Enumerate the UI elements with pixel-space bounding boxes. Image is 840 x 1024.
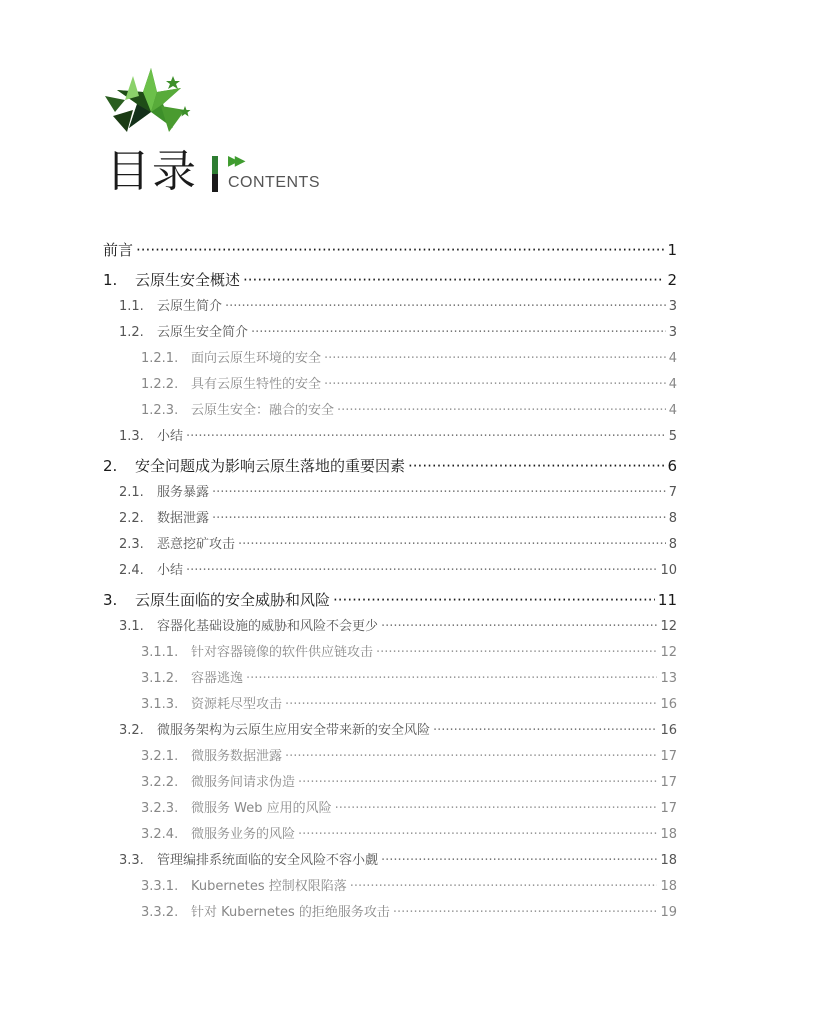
- toc-entry-label: 安全问题成为影响云原生落地的重要因素: [135, 457, 406, 475]
- dot-leader: [136, 236, 664, 264]
- toc-entry-page: 2: [667, 271, 677, 289]
- double-arrow-icon: ▶▶: [228, 153, 242, 169]
- toc-entry[interactable]: [103, 480, 677, 506]
- toc-entry[interactable]: [103, 614, 677, 640]
- title-en-block: [228, 154, 320, 192]
- toc-entry-number: 2.2.: [119, 511, 144, 526]
- toc-entry-page: 6: [667, 457, 677, 475]
- toc-entry-label: 微服务间请求伪造: [191, 775, 296, 790]
- dot-leader: [298, 822, 657, 848]
- dot-leader: [212, 506, 666, 532]
- toc-entry[interactable]: [103, 452, 677, 480]
- dot-leader: [381, 848, 657, 874]
- toc-entry-page: 5: [668, 429, 677, 444]
- toc-entry-page: 8: [668, 511, 677, 526]
- toc-entry-label: 针对容器镜像的软件供应链攻击: [191, 645, 374, 660]
- dot-leader: [433, 718, 657, 744]
- toc-entry-page: 3: [668, 325, 677, 340]
- toc-entry[interactable]: [103, 294, 677, 320]
- dot-leader: [251, 320, 666, 346]
- toc-entry[interactable]: [103, 718, 677, 744]
- toc-entry-page: 17: [660, 775, 677, 790]
- toc-entry-page: 4: [668, 351, 677, 366]
- toc-entry[interactable]: [103, 398, 677, 424]
- toc-entry-number: 1.2.3.: [141, 403, 179, 418]
- toc-entry-number: 3.2.2.: [141, 775, 179, 790]
- toc-entry-page: 4: [668, 377, 677, 392]
- toc-entry-number: 2.: [103, 457, 118, 475]
- toc-entry-number: 1.: [103, 271, 118, 289]
- toc-entry-number: 3.1.2.: [141, 671, 179, 686]
- toc-entry[interactable]: [103, 236, 677, 264]
- toc-entry-number: 3.3.2.: [141, 905, 179, 920]
- toc-entry[interactable]: [103, 848, 677, 874]
- toc-entry-page: 10: [660, 563, 677, 578]
- toc-entry-page: 18: [660, 879, 677, 894]
- toc-entry-label: 微服务数据泄露: [191, 749, 283, 764]
- toc-entry[interactable]: [103, 558, 677, 584]
- toc-entry-label: 资源耗尽型攻击: [191, 697, 283, 712]
- toc-entry[interactable]: [103, 346, 677, 372]
- toc-entry-page: 16: [660, 723, 677, 738]
- toc-entry-page: 1: [667, 241, 677, 259]
- toc-entry[interactable]: [103, 640, 677, 666]
- page-subtitle: CONTENTS: [228, 174, 320, 191]
- table-of-contents: [103, 236, 677, 926]
- toc-entry-label: 云原生安全简介: [157, 325, 249, 340]
- toc-entry[interactable]: [103, 666, 677, 692]
- toc-entry-number: 1.2.2.: [141, 377, 179, 392]
- dot-leader: [246, 666, 657, 692]
- toc-entry-number: 3.2.4.: [141, 827, 179, 842]
- dot-leader: [393, 900, 658, 926]
- toc-entry-label: 云原生安全概述: [135, 271, 241, 289]
- toc-entry[interactable]: [103, 424, 677, 450]
- toc-entry-label: 小结: [157, 563, 184, 578]
- toc-entry-number: 3.1.3.: [141, 697, 179, 712]
- toc-entry-label: 云原生安全：融合的安全: [191, 403, 335, 418]
- toc-entry-label: 小结: [157, 429, 184, 444]
- dot-leader: [333, 586, 655, 614]
- toc-entry-page: 16: [660, 697, 677, 712]
- toc-entry-number: 1.3.: [119, 429, 144, 444]
- toc-entry-label: 针对 Kubernetes 的拒绝服务攻击: [191, 905, 390, 920]
- toc-entry-page: 19: [660, 905, 677, 920]
- toc-entry[interactable]: [103, 796, 677, 822]
- toc-entry[interactable]: [103, 532, 677, 558]
- page-title: 目录: [106, 146, 198, 197]
- toc-heading: [106, 146, 320, 197]
- dot-leader: [376, 640, 657, 666]
- toc-entry[interactable]: [103, 744, 677, 770]
- toc-entry-page: 8: [668, 537, 677, 552]
- toc-entry-number: 1.2.1.: [141, 351, 179, 366]
- toc-entry-label: 微服务业务的风险: [191, 827, 296, 842]
- toc-entry-label: 前言: [103, 241, 134, 259]
- toc-entry-number: 1.2.: [119, 325, 144, 340]
- toc-entry-label: 具有云原生特性的安全: [191, 377, 322, 392]
- toc-entry-page: 3: [668, 299, 677, 314]
- dot-leader: [285, 744, 657, 770]
- dot-leader: [350, 874, 658, 900]
- toc-entry-label: 管理编排系统面临的安全风险不容小觑: [157, 853, 379, 868]
- toc-entry-number: 3.3.1.: [141, 879, 179, 894]
- toc-entry-number: 2.1.: [119, 485, 144, 500]
- dot-leader: [225, 294, 666, 320]
- dot-leader: [243, 266, 664, 294]
- dot-leader: [324, 372, 666, 398]
- toc-entry-label: 恶意挖矿攻击: [157, 537, 236, 552]
- toc-entry-label: 容器逃逸: [191, 671, 244, 686]
- toc-entry-label: 微服务 Web 应用的风险: [191, 801, 332, 816]
- toc-entry-label: 数据泄露: [157, 511, 210, 526]
- toc-entry-page: 17: [660, 749, 677, 764]
- toc-entry[interactable]: [103, 320, 677, 346]
- dot-leader: [186, 424, 666, 450]
- toc-entry-page: 7: [668, 485, 677, 500]
- toc-entry[interactable]: [103, 692, 677, 718]
- toc-entry-label: 服务暴露: [157, 485, 210, 500]
- toc-entry[interactable]: [103, 586, 677, 614]
- toc-entry[interactable]: [103, 372, 677, 398]
- toc-entry-number: 3.2.1.: [141, 749, 179, 764]
- toc-entry-number: 3.: [103, 591, 118, 609]
- title-divider: [212, 156, 218, 192]
- dot-leader: [335, 796, 658, 822]
- dot-leader: [324, 346, 666, 372]
- toc-entry-number: 1.1.: [119, 299, 144, 314]
- toc-entry-number: 2.4.: [119, 563, 144, 578]
- toc-entry-label: 微服务架构为云原生应用安全带来新的安全风险: [157, 723, 431, 738]
- toc-entry-page: 4: [668, 403, 677, 418]
- toc-entry-number: 3.1.1.: [141, 645, 179, 660]
- toc-entry-page: 13: [660, 671, 677, 686]
- toc-entry[interactable]: [103, 874, 677, 900]
- dot-leader: [186, 558, 657, 584]
- toc-entry[interactable]: [103, 770, 677, 796]
- dot-leader: [285, 692, 657, 718]
- toc-entry-page: 18: [660, 827, 677, 842]
- toc-entry-number: 3.1.: [119, 619, 144, 634]
- toc-entry-page: 11: [657, 591, 677, 609]
- dot-leader: [238, 532, 666, 558]
- toc-entry-number: 3.2.3.: [141, 801, 179, 816]
- dot-leader: [381, 614, 657, 640]
- dot-leader: [337, 398, 666, 424]
- toc-entry-page: 12: [660, 619, 677, 634]
- toc-entry-label: 容器化基础设施的威胁和风险不会更少: [157, 619, 379, 634]
- toc-entry-page: 18: [660, 853, 677, 868]
- toc-entry-number: 2.3.: [119, 537, 144, 552]
- toc-entry-number: 3.3.: [119, 853, 144, 868]
- toc-entry[interactable]: [103, 266, 677, 294]
- toc-entry[interactable]: [103, 822, 677, 848]
- toc-entry-label: 面向云原生环境的安全: [191, 351, 322, 366]
- dot-leader: [212, 480, 666, 506]
- toc-entry[interactable]: [103, 506, 677, 532]
- toc-entry-label: 云原生面临的安全威胁和风险: [135, 591, 331, 609]
- toc-entry-page: 17: [660, 801, 677, 816]
- toc-entry-label: 云原生简介: [157, 299, 223, 314]
- dot-leader: [298, 770, 657, 796]
- stars-logo-icon: [103, 66, 195, 138]
- dot-leader: [408, 452, 664, 480]
- toc-entry-number: 3.2.: [119, 723, 144, 738]
- toc-entry-page: 12: [660, 645, 677, 660]
- toc-entry-label: Kubernetes 控制权限陷落: [191, 879, 347, 894]
- toc-entry[interactable]: [103, 900, 677, 926]
